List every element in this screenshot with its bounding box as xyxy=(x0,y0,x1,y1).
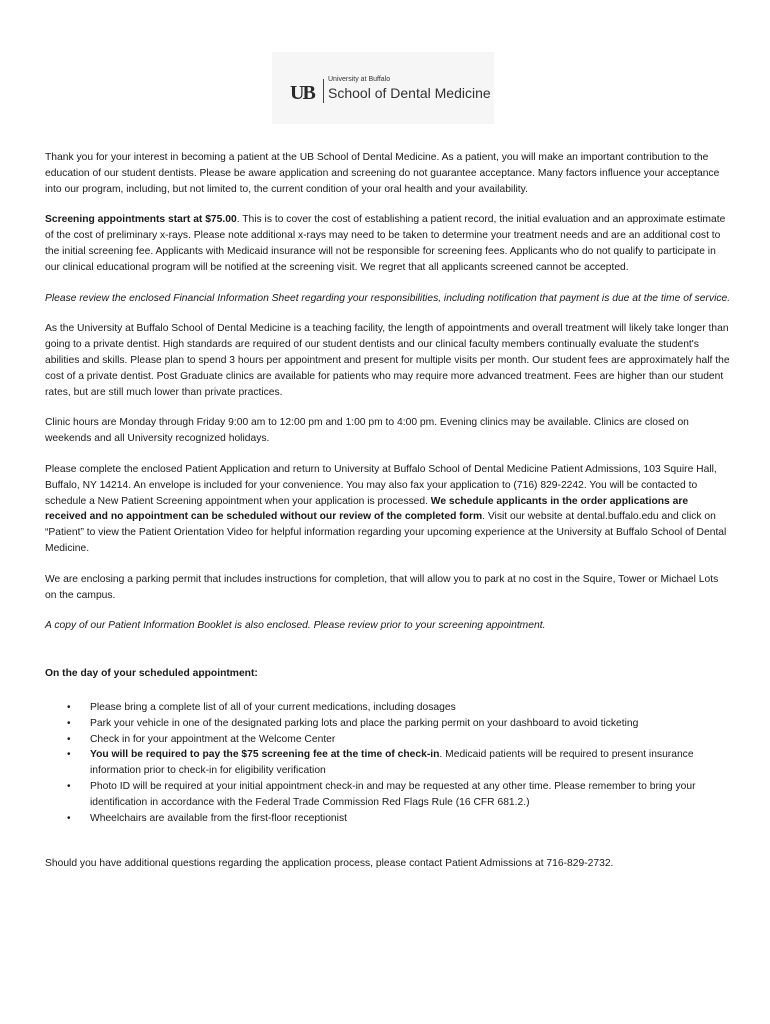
letter-body xyxy=(45,150,731,887)
screening-paragraph xyxy=(45,212,731,275)
screening-text: . This is to cover the cost of establishing a patient record, the initial evaluation and an approximate estimate of the cost of preliminary x-rays. Please note additional x-rays may need to be taken to determine your treatment needs and are an additional cost to the initial screening fee. Applicants with Medicaid insurance will not be responsible for screening fees. Applicants who do not qualify to participate in our clinical educational program will be notified at the screening visit. We regret that all applicants screened cannot be accepted. xyxy=(45,214,726,273)
parking-paragraph: We are enclosing a parking permit that includes instructions for completion, that will allow you to park at no cost in the Squire, Tower or Michael Lots on the campus. xyxy=(45,573,719,601)
intro-paragraph: Thank you for your interest in becoming a patient at the UB School of Dental Medicine. As a patient, you will make an important contribution to the education of our student dentists. Please be aware application and screening do not guarantee acceptance. Many factors influence your acceptance into our program, including, but not limited to, the current condition of your oral health and your availability. xyxy=(45,152,720,195)
screening-fee-bold: Screening appointments start at $75.00 xyxy=(45,214,237,226)
teaching-paragraph: As the University at Buffalo School of Dental Medicine is a teaching facility, the length of appointments and overall treatment will likely take longer than going to a private dentist. High standards are required of our student dentists and our clinical faculty members continually evaluate the student's abilities and skills. Please plan to spend 3 hours per appointment and present for multiple visits per month. Our student fees are approximately half the cost of a private dentist. Post Graduate clinics are available for patients who may require more advanced treatment. Fees are higher than our student rates, but are still much lower than private practices. xyxy=(45,323,730,398)
bullet-icon: • xyxy=(67,812,71,824)
logo-university-text: University at Buffalo xyxy=(328,76,391,83)
list-item-text: Wheelchairs are available from the first-floor receptionist xyxy=(90,812,347,824)
list-item xyxy=(45,732,731,748)
application-paragraph xyxy=(45,462,731,557)
application-text-a: Please complete the enclosed Patient Application and return to University at Buffalo School of Dental Medicine Patient Admissions, 103 Squire Hall, Buffalo, NY 14214. An envelope is included for your convenience. You may also fax your application to (716) 829-2242. You will be contacted to schedule a New Patient Screening appointment when your application is processed. xyxy=(45,463,717,507)
list-item-bold: You will be required to pay the $75 screening fee at the time of check-in xyxy=(90,749,440,761)
bullet-icon: • xyxy=(67,780,71,792)
list-item-text: Photo ID will be required at your initial appointment check-in and may be requested at any other time. Please remember to bring your identification in accordance with the Federal Trade Commission Red Flags Rule (16 CFR 681.2.) xyxy=(90,780,696,808)
list-item xyxy=(45,779,731,811)
bullet-icon: • xyxy=(67,733,71,745)
list-item xyxy=(45,700,731,716)
logo-school-text: School of Dental Medicine xyxy=(328,85,491,101)
bullet-icon: • xyxy=(67,749,71,761)
clinic-hours-paragraph: Clinic hours are Monday through Friday 9:00 am to 12:00 pm and 1:00 pm to 4:00 pm. Evening clinics may be available. Clinics are closed on weekends and all University recognized holidays. xyxy=(45,417,689,445)
bullet-icon: • xyxy=(67,717,71,729)
application-bold: We schedule applicants in the order applications are received and no appointment can be scheduled without our review of the completed form xyxy=(45,495,689,523)
ub-logo-mark: UB xyxy=(290,82,314,104)
list-item-text: Please bring a complete list of all of your current medications, including dosages xyxy=(90,701,456,713)
list-item xyxy=(45,747,731,779)
list-item-text: . Medicaid patients will be required to present insurance information prior to check-in for eligibility verification xyxy=(90,749,694,777)
list-item xyxy=(45,716,731,732)
list-item-text: Park your vehicle in one of the designated parking lots and place the parking permit on your dashboard to avoid ticketing xyxy=(90,717,639,729)
list-item xyxy=(45,811,731,827)
application-text-b: . Visit our website at dental.buffalo.edu and click on “Patient” to view the Patient Orientation Video for helpful information regarding your upcoming experience at the University at Buffalo School of Dental Medicine. xyxy=(45,511,727,554)
list-item-text: Check in for your appointment at the Welcome Center xyxy=(90,733,336,745)
financial-paragraph: Please review the enclosed Financial Information Sheet regarding your responsibilities, including notification that payment is due at the time of service. xyxy=(45,292,731,304)
logo-divider xyxy=(323,79,324,103)
appointment-checklist xyxy=(45,700,731,826)
closing-paragraph: Should you have additional questions regarding the application process, please contact Patient Admissions at 716-829-2732. xyxy=(45,858,614,870)
appointment-day-heading: On the day of your scheduled appointment: xyxy=(45,668,258,680)
ub-logo xyxy=(272,52,494,124)
bullet-icon: • xyxy=(67,701,71,713)
booklet-paragraph: A copy of our Patient Information Booklet is also enclosed. Please review prior to your screening appointment. xyxy=(45,620,546,632)
